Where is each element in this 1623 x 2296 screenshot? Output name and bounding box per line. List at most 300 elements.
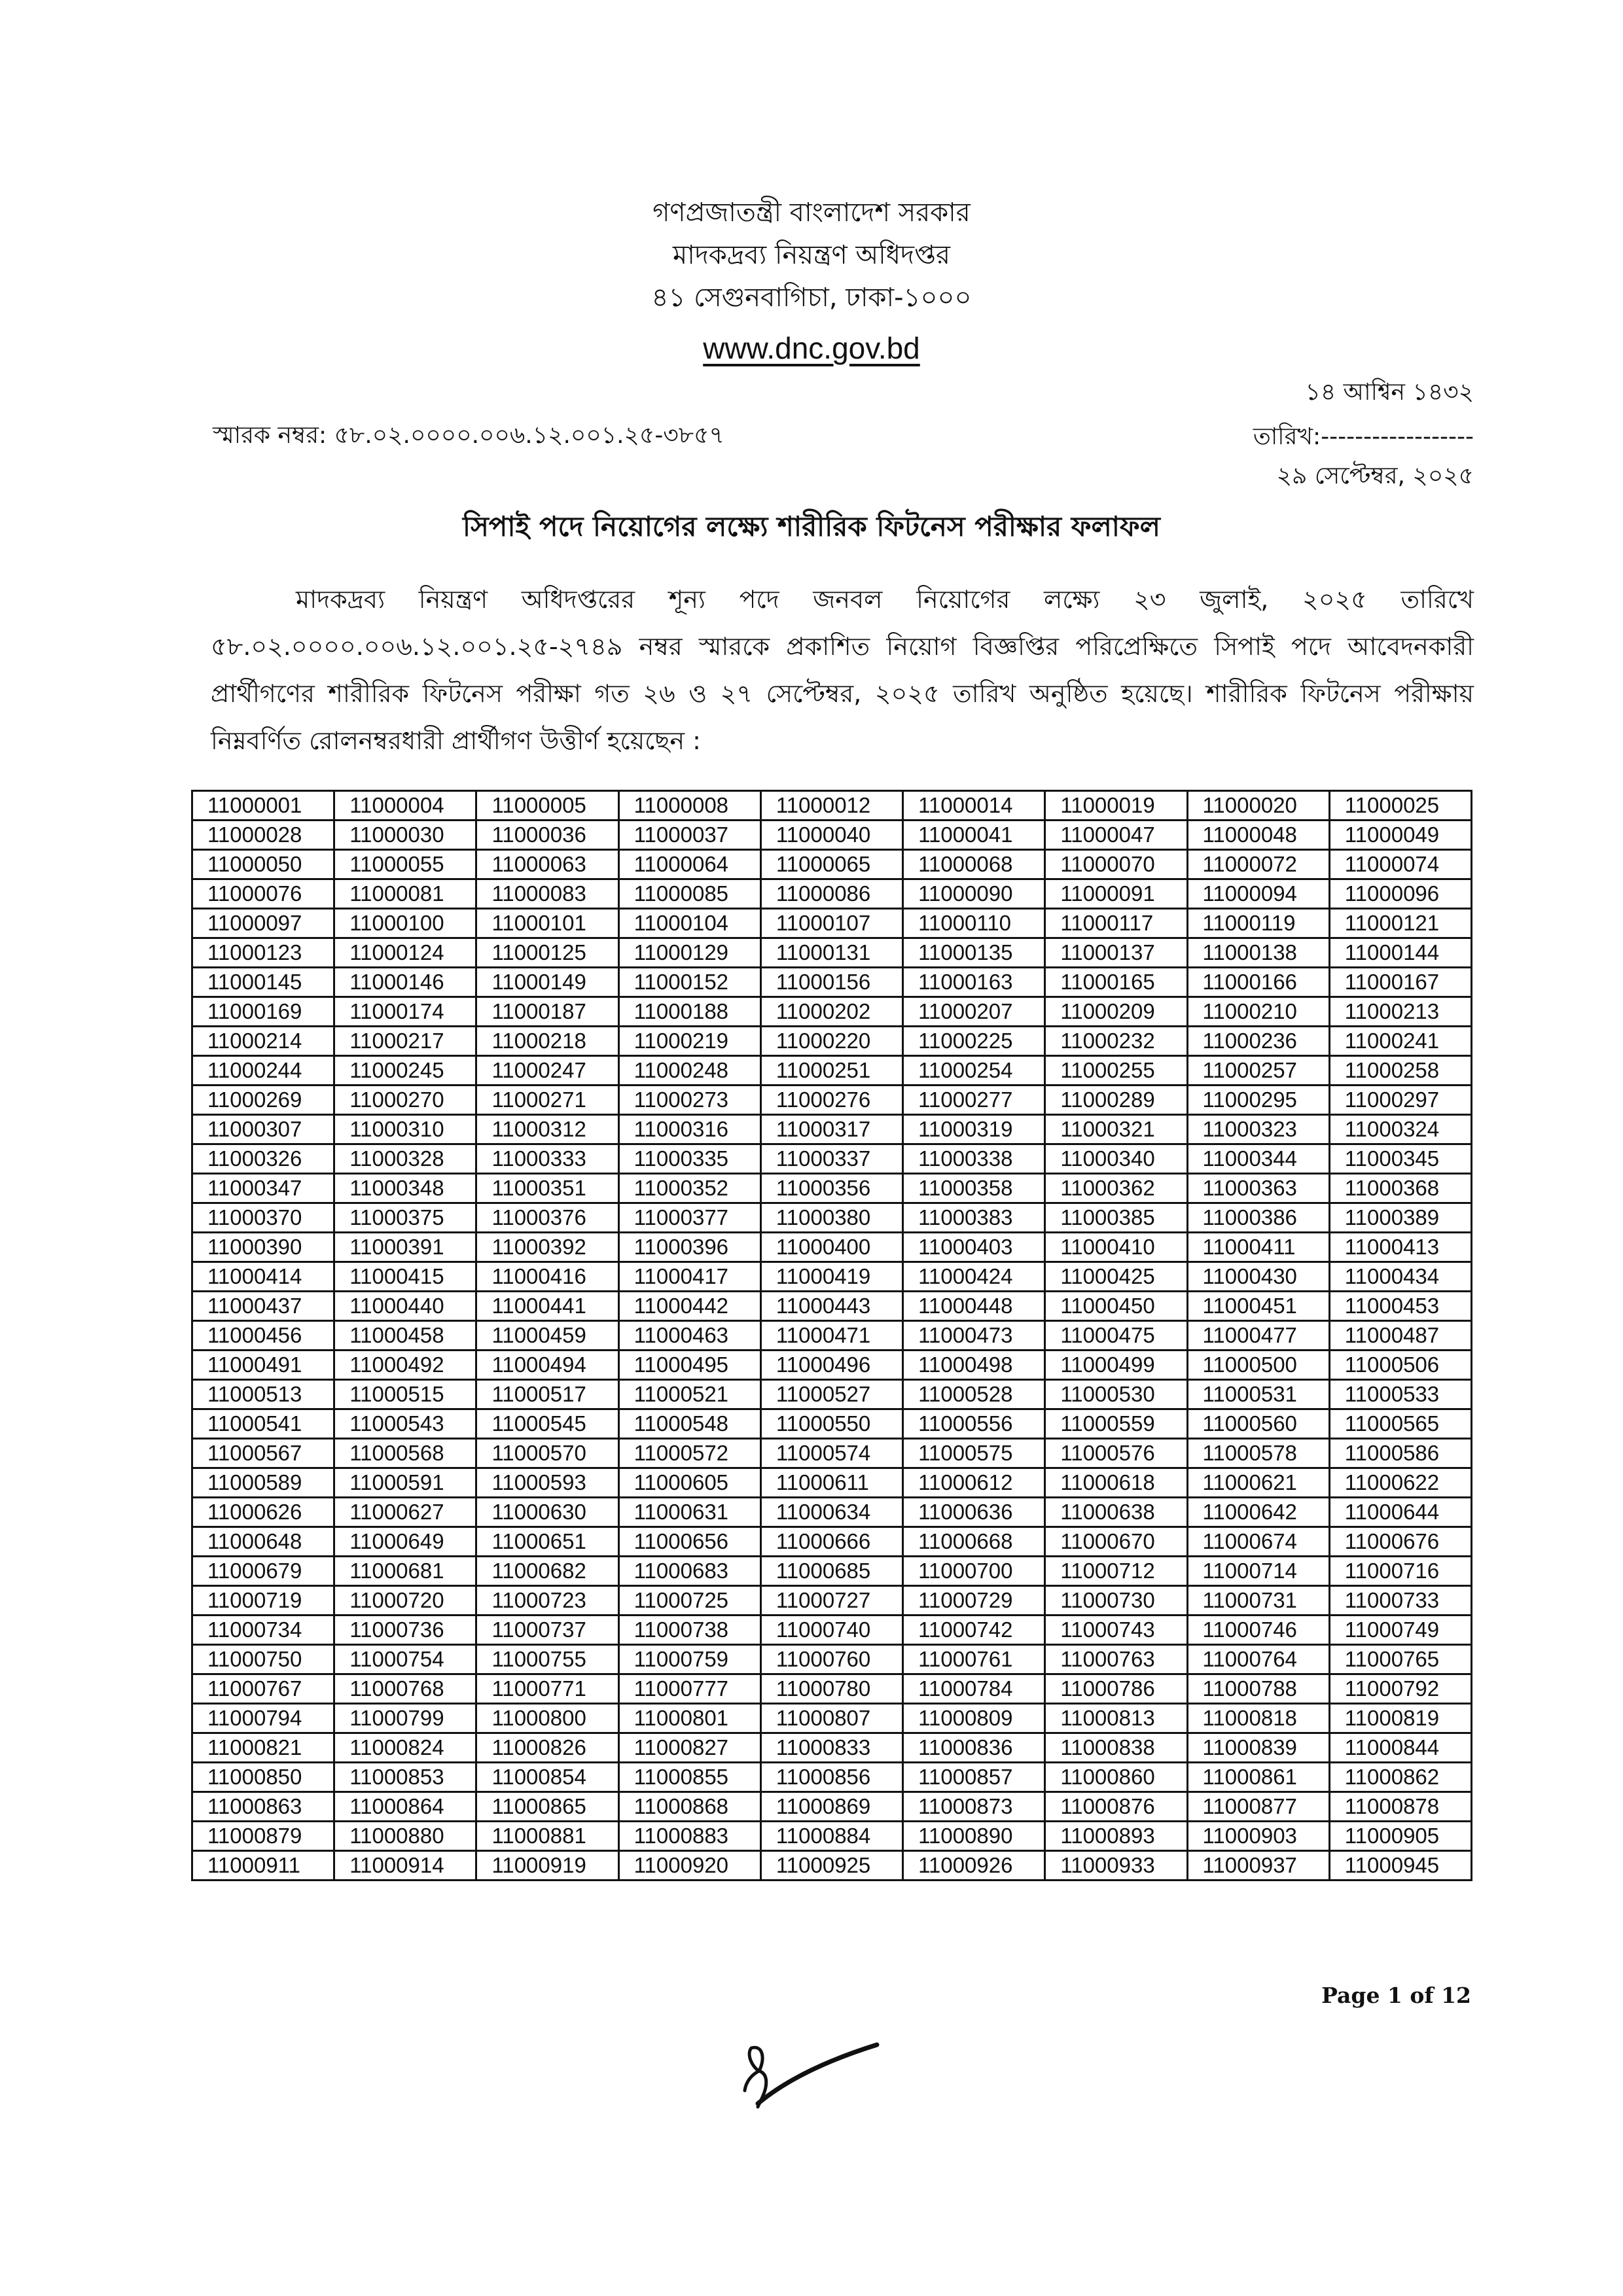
table-row [192, 850, 1472, 879]
roll-number-cell: 11000014 [903, 791, 1045, 821]
roll-number-cell: 11000824 [334, 1733, 476, 1763]
roll-number-cell: 11000129 [618, 938, 760, 968]
roll-number-cell: 11000838 [1045, 1733, 1187, 1763]
roll-number-cell: 11000008 [618, 791, 760, 821]
table-row [192, 1468, 1472, 1498]
roll-number-cell: 11000459 [476, 1321, 618, 1351]
roll-number-cell: 11000498 [903, 1351, 1045, 1380]
roll-number-cell: 11000725 [618, 1586, 760, 1616]
roll-number-cell: 11000040 [760, 821, 902, 850]
roll-number-cell: 11000559 [1045, 1409, 1187, 1439]
roll-number-cell: 11000076 [192, 879, 334, 909]
table-row [192, 1262, 1472, 1292]
roll-number-cell: 11000856 [760, 1763, 902, 1792]
roll-number-cell: 11000146 [334, 968, 476, 997]
roll-number-cell: 11000736 [334, 1616, 476, 1645]
roll-number-cell: 11000631 [618, 1498, 760, 1527]
roll-number-cell: 11000145 [192, 968, 334, 997]
roll-number-cell: 11000712 [1045, 1557, 1187, 1586]
roll-number-cell: 11000750 [192, 1645, 334, 1674]
roll-number-cell: 11000548 [618, 1409, 760, 1439]
roll-number-cell: 11000792 [1329, 1674, 1471, 1704]
roll-number-cell: 11000091 [1045, 879, 1187, 909]
roll-number-cell: 11000316 [618, 1115, 760, 1144]
roll-number-cell: 11000765 [1329, 1645, 1471, 1674]
roll-number-cell: 11000456 [192, 1321, 334, 1351]
roll-number-cell: 11000839 [1187, 1733, 1329, 1763]
roll-number-cell: 11000567 [192, 1439, 334, 1468]
roll-number-cell: 11000386 [1187, 1203, 1329, 1233]
roll-number-cell: 11000063 [476, 850, 618, 879]
roll-number-cell: 11000277 [903, 1086, 1045, 1115]
roll-number-cell: 11000471 [760, 1321, 902, 1351]
roll-number-cell: 11000047 [1045, 821, 1187, 850]
roll-number-cell: 11000731 [1187, 1586, 1329, 1616]
roll-number-cell: 11000036 [476, 821, 618, 850]
roll-number-cell: 11000064 [618, 850, 760, 879]
roll-number-cell: 11000383 [903, 1203, 1045, 1233]
roll-number-cell: 11000389 [1329, 1203, 1471, 1233]
roll-number-cell: 11000030 [334, 821, 476, 850]
roll-number-cell: 11000070 [1045, 850, 1187, 879]
table-row [192, 1851, 1472, 1881]
roll-number-cell: 11000807 [760, 1704, 902, 1733]
roll-number-cell: 11000085 [618, 879, 760, 909]
table-row [192, 1203, 1472, 1233]
page-number: Page 1 of 12 [1321, 1983, 1471, 2008]
roll-number-cell: 11000100 [334, 909, 476, 938]
roll-number-cell: 11000800 [476, 1704, 618, 1733]
roll-number-cell: 11000005 [476, 791, 618, 821]
roll-number-cell: 11000636 [903, 1498, 1045, 1527]
roll-number-cell: 11000165 [1045, 968, 1187, 997]
table-row [192, 1822, 1472, 1851]
roll-number-cell: 11000167 [1329, 968, 1471, 997]
roll-number-cell: 11000188 [618, 997, 760, 1027]
roll-number-cell: 11000271 [476, 1086, 618, 1115]
roll-number-cell: 11000674 [1187, 1527, 1329, 1557]
roll-number-cell: 11000550 [760, 1409, 902, 1439]
roll-number-cell: 11000813 [1045, 1704, 1187, 1733]
roll-number-cell: 11000416 [476, 1262, 618, 1292]
roll-number-cell: 11000213 [1329, 997, 1471, 1027]
roll-number-cell: 11000391 [334, 1233, 476, 1262]
roll-number-cell: 11000392 [476, 1233, 618, 1262]
roll-number-cell: 11000819 [1329, 1704, 1471, 1733]
table-row [192, 909, 1472, 938]
roll-number-cell: 11000345 [1329, 1144, 1471, 1174]
table-row [192, 1380, 1472, 1409]
roll-number-cell: 11000241 [1329, 1027, 1471, 1056]
roll-number-cell: 11000424 [903, 1262, 1045, 1292]
roll-number-cell: 11000627 [334, 1498, 476, 1527]
roll-number-cell: 11000210 [1187, 997, 1329, 1027]
roll-number-cell: 11000453 [1329, 1292, 1471, 1321]
roll-number-cell: 11000926 [903, 1851, 1045, 1881]
roll-number-cell: 11000363 [1187, 1174, 1329, 1203]
roll-number-cell: 11000881 [476, 1822, 618, 1851]
roll-number-cell: 11000531 [1187, 1380, 1329, 1409]
roll-number-cell: 11000821 [192, 1733, 334, 1763]
roll-number-cell: 11000236 [1187, 1027, 1329, 1056]
roll-number-cell: 11000574 [760, 1439, 902, 1468]
table-row [192, 1645, 1472, 1674]
roll-number-cell: 11000729 [903, 1586, 1045, 1616]
roll-number-cell: 11000492 [334, 1351, 476, 1380]
letterhead-government: গণপ্রজাতন্ত্রী বাংলাদেশ সরকার [652, 198, 971, 228]
roll-number-cell: 11000037 [618, 821, 760, 850]
roll-number-cell: 11000586 [1329, 1439, 1471, 1468]
roll-number-cell: 11000020 [1187, 791, 1329, 821]
roll-number-cell: 11000344 [1187, 1144, 1329, 1174]
roll-number-cell: 11000746 [1187, 1616, 1329, 1645]
roll-number-cell: 11000833 [760, 1733, 902, 1763]
roll-number-cell: 11000415 [334, 1262, 476, 1292]
roll-number-cell: 11000090 [903, 879, 1045, 909]
roll-number-cell: 11000351 [476, 1174, 618, 1203]
roll-number-cell: 11000914 [334, 1851, 476, 1881]
roll-number-cell: 11000403 [903, 1233, 1045, 1262]
roll-number-cell: 11000475 [1045, 1321, 1187, 1351]
roll-number-cell: 11000945 [1329, 1851, 1471, 1881]
roll-number-cell: 11000777 [618, 1674, 760, 1704]
roll-number-cell: 11000755 [476, 1645, 618, 1674]
roll-number-cell: 11000528 [903, 1380, 1045, 1409]
roll-number-cell: 11000738 [618, 1616, 760, 1645]
roll-number-cell: 11000911 [192, 1851, 334, 1881]
roll-number-cell: 11000131 [760, 938, 902, 968]
table-row [192, 791, 1472, 821]
table-row [192, 1351, 1472, 1380]
table-row [192, 997, 1472, 1027]
body-paragraph [211, 576, 1474, 764]
roll-number-cell: 11000903 [1187, 1822, 1329, 1851]
roll-number-cell: 11000656 [618, 1527, 760, 1557]
roll-number-cell: 11000065 [760, 850, 902, 879]
roll-number-cell: 11000123 [192, 938, 334, 968]
roll-number-cell: 11000380 [760, 1203, 902, 1233]
roll-number-cell: 11000055 [334, 850, 476, 879]
roll-number-cell: 11000348 [334, 1174, 476, 1203]
roll-number-cell: 11000668 [903, 1527, 1045, 1557]
table-row [192, 1733, 1472, 1763]
roll-number-cell: 11000860 [1045, 1763, 1187, 1792]
roll-number-cell: 11000400 [760, 1233, 902, 1262]
roll-number-cell: 11000385 [1045, 1203, 1187, 1233]
roll-number-cell: 11000417 [618, 1262, 760, 1292]
roll-number-cell: 11000425 [1045, 1262, 1187, 1292]
roll-number-cell: 11000477 [1187, 1321, 1329, 1351]
roll-number-cell: 11000740 [760, 1616, 902, 1645]
roll-number-cell: 11000152 [618, 968, 760, 997]
roll-number-cell: 11000310 [334, 1115, 476, 1144]
roll-number-cell: 11000414 [192, 1262, 334, 1292]
roll-number-cell: 11000473 [903, 1321, 1045, 1351]
roll-number-cell: 11000767 [192, 1674, 334, 1704]
roll-number-cell: 11000893 [1045, 1822, 1187, 1851]
roll-number-cell: 11000905 [1329, 1822, 1471, 1851]
roll-number-cell: 11000244 [192, 1056, 334, 1086]
table-row [192, 1792, 1472, 1822]
roll-number-cell: 11000733 [1329, 1586, 1471, 1616]
table-row [192, 1557, 1472, 1586]
signature-icon [726, 2035, 897, 2113]
table-row [192, 1674, 1472, 1704]
roll-number-cell: 11000463 [618, 1321, 760, 1351]
date-label: তারিখ:------------------ [1253, 423, 1474, 450]
roll-number-cell: 11000441 [476, 1292, 618, 1321]
roll-number-table [191, 790, 1472, 1881]
roll-number-cell: 11000312 [476, 1115, 618, 1144]
roll-number-cell: 11000074 [1329, 850, 1471, 879]
roll-number-cell: 11000854 [476, 1763, 618, 1792]
table-row [192, 1115, 1472, 1144]
roll-number-cell: 11000096 [1329, 879, 1471, 909]
roll-number-cell: 11000494 [476, 1351, 618, 1380]
roll-number-cell: 11000255 [1045, 1056, 1187, 1086]
roll-number-cell: 11000648 [192, 1527, 334, 1557]
roll-number-cell: 11000605 [618, 1468, 760, 1498]
roll-number-cell: 11000764 [1187, 1645, 1329, 1674]
table-row [192, 1527, 1472, 1557]
roll-number-cell: 11000124 [334, 938, 476, 968]
roll-number-cell: 11000500 [1187, 1351, 1329, 1380]
roll-number-cell: 11000682 [476, 1557, 618, 1586]
letterhead-department: মাদকদ্রব্য নিয়ন্ত্রণ অধিদপ্তর [673, 240, 950, 270]
gregorian-date: ২৯ সেপ্টেম্বর, ২০২৫ [1276, 463, 1474, 489]
roll-number-cell: 11000251 [760, 1056, 902, 1086]
roll-number-cell: 11000012 [760, 791, 902, 821]
table-row [192, 1321, 1472, 1351]
roll-number-cell: 11000670 [1045, 1527, 1187, 1557]
roll-number-cell: 11000138 [1187, 938, 1329, 968]
table-row [192, 1439, 1472, 1468]
roll-number-cell: 11000004 [334, 791, 476, 821]
table-row [192, 1409, 1472, 1439]
roll-number-cell: 11000630 [476, 1498, 618, 1527]
roll-number-cell: 11000517 [476, 1380, 618, 1409]
roll-number-cell: 11000119 [1187, 909, 1329, 938]
roll-number-cell: 11000742 [903, 1616, 1045, 1645]
roll-number-cell: 11000780 [760, 1674, 902, 1704]
roll-number-cell: 11000723 [476, 1586, 618, 1616]
roll-number-cell: 11000679 [192, 1557, 334, 1586]
roll-number-cell: 11000110 [903, 909, 1045, 938]
roll-number-cell: 11000638 [1045, 1498, 1187, 1527]
roll-number-cell: 11000621 [1187, 1468, 1329, 1498]
roll-number-cell: 11000214 [192, 1027, 334, 1056]
roll-number-cell: 11000094 [1187, 879, 1329, 909]
roll-number-cell: 11000209 [1045, 997, 1187, 1027]
roll-number-cell: 11000651 [476, 1527, 618, 1557]
roll-number-cell: 11000121 [1329, 909, 1471, 938]
roll-number-cell: 11000749 [1329, 1616, 1471, 1645]
roll-number-cell: 11000097 [192, 909, 334, 938]
roll-number-cell: 11000410 [1045, 1233, 1187, 1262]
roll-number-cell: 11000326 [192, 1144, 334, 1174]
roll-number-cell: 11000245 [334, 1056, 476, 1086]
roll-number-cell: 11000876 [1045, 1792, 1187, 1822]
roll-number-cell: 11000430 [1187, 1262, 1329, 1292]
roll-number-cell: 11000273 [618, 1086, 760, 1115]
roll-number-cell: 11000347 [192, 1174, 334, 1203]
roll-number-cell: 11000591 [334, 1468, 476, 1498]
table-row [192, 1586, 1472, 1616]
roll-number-cell: 11000768 [334, 1674, 476, 1704]
roll-number-cell: 11000771 [476, 1674, 618, 1704]
roll-number-cell: 11000390 [192, 1233, 334, 1262]
roll-number-cell: 11000225 [903, 1027, 1045, 1056]
roll-number-cell: 11000925 [760, 1851, 902, 1881]
roll-number-cell: 11000572 [618, 1439, 760, 1468]
roll-number-cell: 11000700 [903, 1557, 1045, 1586]
roll-number-cell: 11000487 [1329, 1321, 1471, 1351]
roll-number-cell: 11000048 [1187, 821, 1329, 850]
roll-number-cell: 11000568 [334, 1439, 476, 1468]
roll-number-cell: 11000321 [1045, 1115, 1187, 1144]
table-row [192, 1498, 1472, 1527]
roll-number-cell: 11000734 [192, 1616, 334, 1645]
table-row [192, 1056, 1472, 1086]
roll-number-cell: 11000719 [192, 1586, 334, 1616]
roll-number-cell: 11000666 [760, 1527, 902, 1557]
roll-number-cell: 11000685 [760, 1557, 902, 1586]
roll-number-cell: 11000174 [334, 997, 476, 1027]
bangla-date: ১৪ আশ্বিন ১৪৩২ [1305, 379, 1474, 406]
roll-number-cell: 11000681 [334, 1557, 476, 1586]
roll-number-cell: 11000868 [618, 1792, 760, 1822]
roll-number-cell: 11000269 [192, 1086, 334, 1115]
roll-number-cell: 11000001 [192, 791, 334, 821]
roll-number-cell: 11000117 [1045, 909, 1187, 938]
roll-number-cell: 11000786 [1045, 1674, 1187, 1704]
roll-number-cell: 11000041 [903, 821, 1045, 850]
roll-number-cell: 11000307 [192, 1115, 334, 1144]
website-link[interactable]: www.dnc.gov.bd [703, 331, 920, 365]
roll-number-cell: 11000376 [476, 1203, 618, 1233]
roll-number-cell: 11000799 [334, 1704, 476, 1733]
roll-number-cell: 11000437 [192, 1292, 334, 1321]
roll-number-cell: 11000254 [903, 1056, 1045, 1086]
roll-number-cell: 11000649 [334, 1527, 476, 1557]
table-row [192, 1292, 1472, 1321]
roll-number-cell: 11000202 [760, 997, 902, 1027]
roll-number-cell: 11000878 [1329, 1792, 1471, 1822]
roll-number-cell: 11000937 [1187, 1851, 1329, 1881]
document-title: সিপাই পদে নিয়োগের লক্ষ্যে শারীরিক ফিটনেস পরীক্ষার ফলাফল [463, 510, 1160, 542]
roll-number-cell: 11000593 [476, 1468, 618, 1498]
roll-number-cell: 11000362 [1045, 1174, 1187, 1203]
roll-number-cell: 11000784 [903, 1674, 1045, 1704]
roll-number-cell: 11000836 [903, 1733, 1045, 1763]
body-text: মাদকদ্রব্য নিয়ন্ত্রণ অধিদপ্তরের শূন্য পদে জনবল নিয়োগের লক্ষ্যে ২৩ জুলাই, ২০২৫ তারিখে ৫৮.০২.০০০০.০০৬.১২.০০১.২৫-২৭৪৯ নম্বর স্মারকে প্রকাশিত নিয়োগ বিজ্ঞপ্তির পরিপ্রেক্ষিতে সিপাই পদে আবেদনকারী প্রার্থীগণের শারীরিক ফিটনেস পরীক্ষা গত ২৬ ও ২৭ সেপ্টেম্বর, ২০২৫ তারিখ অনুষ্ঠিত হয়েছে। শারীরিক ফিটনেস পরীক্ষায় নিম্নবর্ণিত রোলনম্বরধারী প্রার্থীগণ উত্তীর্ণ হয়েছেন : [211, 585, 1474, 755]
roll-number-cell: 11000543 [334, 1409, 476, 1439]
roll-number-cell: 11000533 [1329, 1380, 1471, 1409]
table-row [192, 1174, 1472, 1203]
roll-number-cell: 11000340 [1045, 1144, 1187, 1174]
roll-number-cell: 11000760 [760, 1645, 902, 1674]
roll-number-cell: 11000853 [334, 1763, 476, 1792]
roll-number-cell: 11000442 [618, 1292, 760, 1321]
roll-number-cell: 11000219 [618, 1027, 760, 1056]
memo-number: স্মারক নম্বর: ৫৮.০২.০০০০.০০৬.১২.০০১.২৫-৩৮৫৭ [213, 422, 724, 449]
roll-number-cell: 11000575 [903, 1439, 1045, 1468]
roll-number-cell: 11000826 [476, 1733, 618, 1763]
roll-number-cell: 11000451 [1187, 1292, 1329, 1321]
roll-number-cell: 11000375 [334, 1203, 476, 1233]
roll-number-cell: 11000166 [1187, 968, 1329, 997]
roll-number-cell: 11000857 [903, 1763, 1045, 1792]
roll-number-cell: 11000763 [1045, 1645, 1187, 1674]
roll-number-cell: 11000248 [618, 1056, 760, 1086]
roll-number-cell: 11000570 [476, 1439, 618, 1468]
roll-number-cell: 11000156 [760, 968, 902, 997]
roll-number-cell: 11000761 [903, 1645, 1045, 1674]
roll-number-cell: 11000865 [476, 1792, 618, 1822]
roll-number-cell: 11000411 [1187, 1233, 1329, 1262]
roll-number-cell: 11000496 [760, 1351, 902, 1380]
roll-number-cell: 11000737 [476, 1616, 618, 1645]
roll-number-cell: 11000827 [618, 1733, 760, 1763]
roll-number-cell: 11000413 [1329, 1233, 1471, 1262]
table-row [192, 1144, 1472, 1174]
roll-number-cell: 11000081 [334, 879, 476, 909]
roll-number-cell: 11000419 [760, 1262, 902, 1292]
roll-number-cell: 11000289 [1045, 1086, 1187, 1115]
roll-number-cell: 11000207 [903, 997, 1045, 1027]
roll-number-cell: 11000716 [1329, 1557, 1471, 1586]
roll-number-cell: 11000720 [334, 1586, 476, 1616]
roll-number-cell: 11000028 [192, 821, 334, 850]
roll-number-table-body [192, 791, 1472, 1881]
roll-number-cell: 11000933 [1045, 1851, 1187, 1881]
roll-number-cell: 11000217 [334, 1027, 476, 1056]
table-row [192, 821, 1472, 850]
roll-number-cell: 11000880 [334, 1822, 476, 1851]
table-row [192, 1027, 1472, 1056]
roll-number-cell: 11000844 [1329, 1733, 1471, 1763]
letterhead-address: ৪১ সেগুনবাগিচা, ঢাকা-১০০০ [651, 283, 972, 313]
roll-number-cell: 11000919 [476, 1851, 618, 1881]
roll-number-cell: 11000521 [618, 1380, 760, 1409]
roll-number-cell: 11000297 [1329, 1086, 1471, 1115]
roll-number-cell: 11000323 [1187, 1115, 1329, 1144]
roll-number-cell: 11000506 [1329, 1351, 1471, 1380]
roll-number-cell: 11000258 [1329, 1056, 1471, 1086]
roll-number-cell: 11000083 [476, 879, 618, 909]
roll-number-cell: 11000863 [192, 1792, 334, 1822]
roll-number-cell: 11000019 [1045, 791, 1187, 821]
roll-number-cell: 11000328 [334, 1144, 476, 1174]
roll-number-cell: 11000443 [760, 1292, 902, 1321]
roll-number-cell: 11000560 [1187, 1409, 1329, 1439]
roll-number-cell: 11000565 [1329, 1409, 1471, 1439]
roll-number-cell: 11000434 [1329, 1262, 1471, 1292]
roll-number-cell: 11000324 [1329, 1115, 1471, 1144]
roll-number-cell: 11000818 [1187, 1704, 1329, 1733]
table-row [192, 1616, 1472, 1645]
roll-number-cell: 11000049 [1329, 821, 1471, 850]
roll-number-cell: 11000676 [1329, 1527, 1471, 1557]
roll-number-cell: 11000276 [760, 1086, 902, 1115]
roll-number-cell: 11000232 [1045, 1027, 1187, 1056]
roll-number-cell: 11000869 [760, 1792, 902, 1822]
roll-number-cell: 11000622 [1329, 1468, 1471, 1498]
table-row [192, 1086, 1472, 1115]
roll-number-cell: 11000270 [334, 1086, 476, 1115]
roll-number-cell: 11000920 [618, 1851, 760, 1881]
roll-number-cell: 11000337 [760, 1144, 902, 1174]
